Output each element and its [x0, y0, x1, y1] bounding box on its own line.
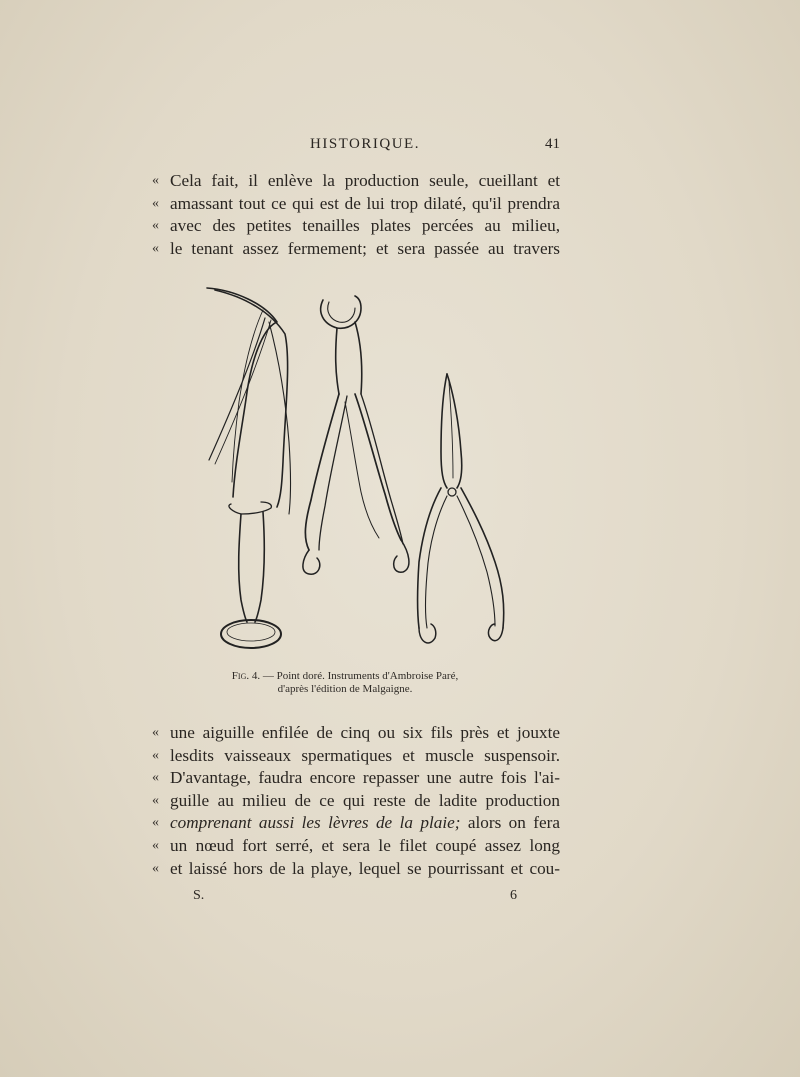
line-text: et laissé hors de la playe, lequel se pourrissant et cou- — [170, 858, 560, 878]
guillemet: « — [152, 747, 159, 763]
line-text: guille au milieu de ce qui reste de ladite production — [170, 790, 560, 810]
running-title: HISTORIQUE. — [310, 136, 420, 152]
guillemet: « — [152, 815, 159, 831]
caption-line-1 — [195, 670, 495, 683]
text-line — [152, 238, 560, 261]
text-line — [152, 767, 560, 790]
guillemet: « — [152, 792, 159, 808]
text-line — [152, 722, 560, 745]
line-text-after: alors on fera — [460, 813, 560, 833]
guillemet: « — [152, 195, 159, 211]
page-header — [155, 136, 560, 156]
line-text: D'avantage, faudra encore repasser une autre fois l'ai- — [170, 768, 560, 788]
text-line — [152, 193, 560, 216]
line-text-mixed — [170, 812, 560, 835]
figure-label: Fig. 4. — [231, 670, 261, 682]
curved-needle-illustration — [207, 288, 291, 648]
guillemet: « — [152, 173, 159, 188]
guillemet: « — [152, 837, 159, 853]
line-text: le tenant assez fermement; et sera passée au travers — [170, 238, 560, 258]
guillemet: « — [152, 218, 159, 234]
surgical-instruments-illustration — [205, 282, 515, 654]
text-line — [152, 790, 560, 813]
text-line — [152, 812, 560, 835]
signature-number: 6 — [510, 888, 517, 903]
line-text: un nœud fort serré, et sera le filet coupé assez long — [170, 835, 560, 855]
signature-mark: S. — [193, 888, 205, 903]
line-text: Cela fait, il enlève la production seule, cueillant et — [170, 171, 560, 190]
figure-caption — [195, 670, 495, 696]
line-text: amassant tout ce qui est de lui trop dilaté, qu'il prendra — [170, 193, 560, 213]
text-line — [152, 170, 560, 193]
caption-line-2: d'après l'édition de Malgaigne. — [277, 683, 413, 695]
guillemet: « — [152, 770, 159, 786]
guillemet: « — [152, 860, 159, 876]
text-line — [152, 858, 560, 881]
pliers-illustration — [303, 296, 409, 574]
caption-text-1: — Point doré. Instruments d'Ambroise Paré, — [262, 670, 459, 682]
line-text: une aiguille enfilée de cinq ou six fils près et jouxte — [170, 723, 560, 742]
top-paragraph — [152, 170, 560, 260]
text-line — [152, 215, 560, 238]
guillemet: « — [152, 725, 159, 740]
text-line — [152, 835, 560, 858]
bottom-paragraph — [152, 722, 560, 880]
line-text: lesdits vaisseaux spermatiques et muscle suspensoir. — [170, 745, 560, 765]
scissors-illustration — [418, 374, 504, 643]
italic-text: comprenant aussi les lèvres de la plaie; — [170, 813, 461, 833]
page-number: 41 — [545, 136, 560, 152]
line-text: avec des petites tenailles plates percées au milieu, — [170, 216, 560, 236]
guillemet: « — [152, 240, 159, 256]
text-line — [152, 745, 560, 768]
